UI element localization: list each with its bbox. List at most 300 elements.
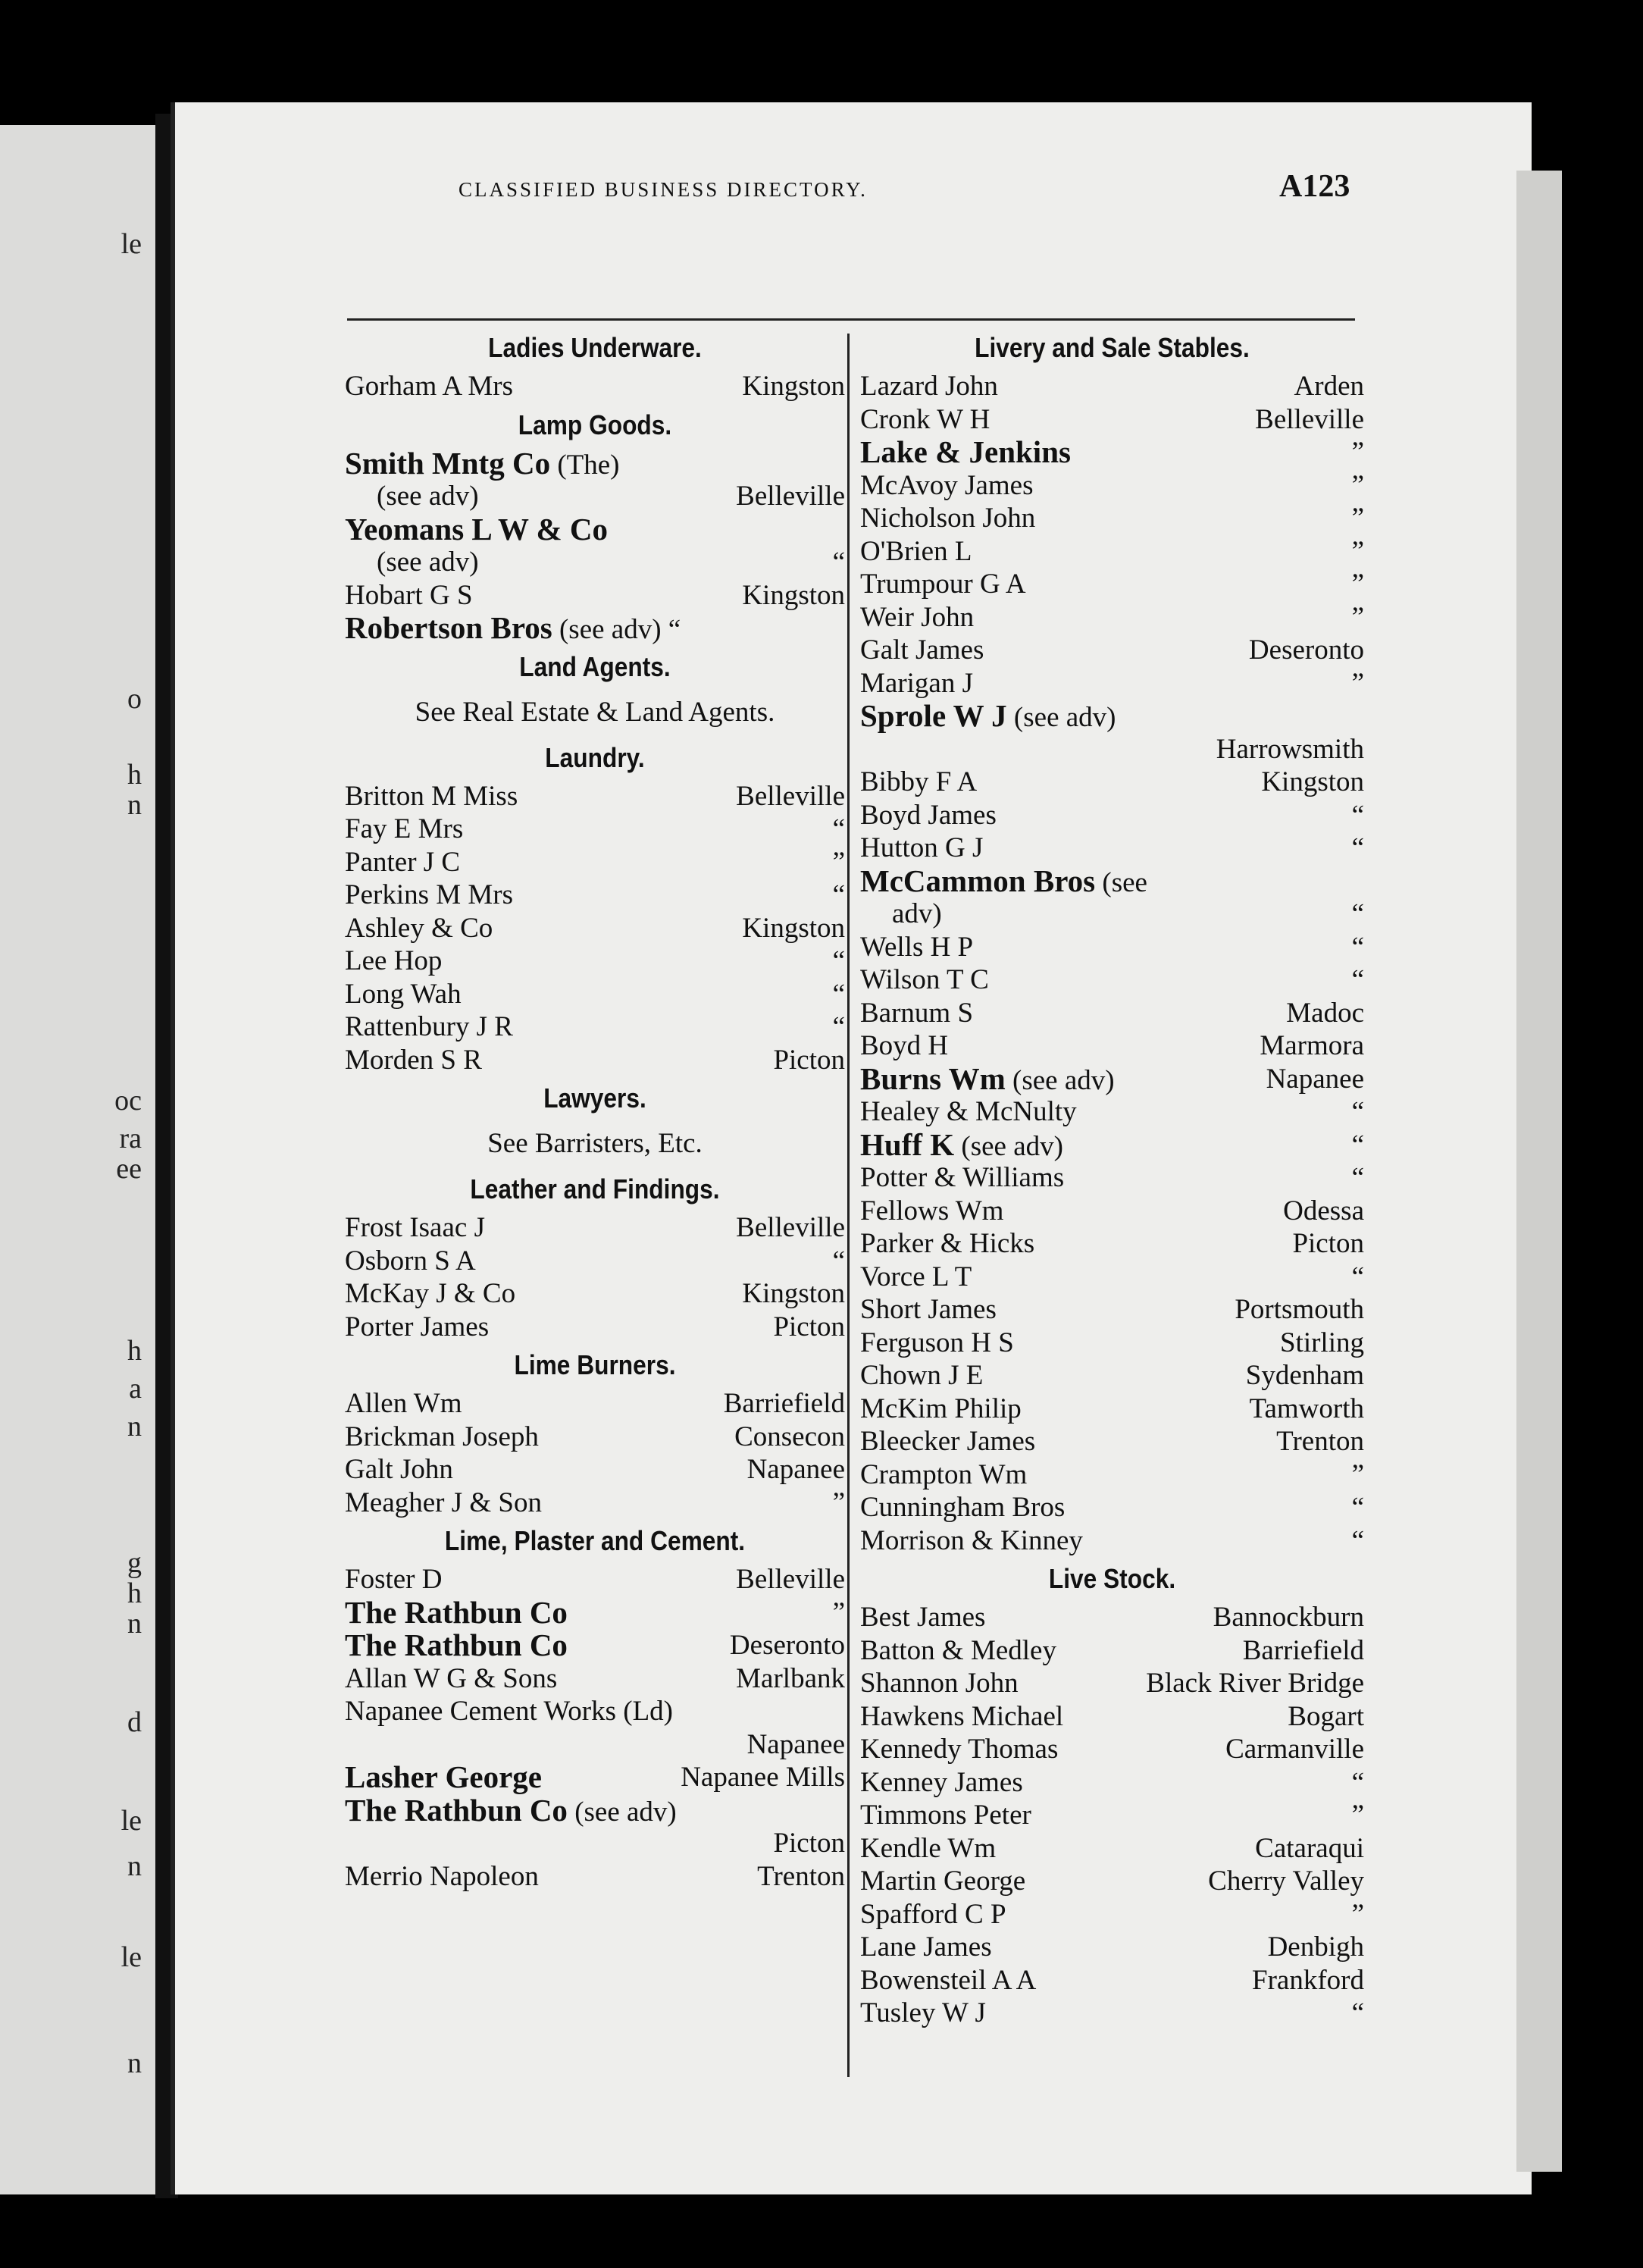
entry-name-suffix: (see adv) “ <box>552 614 681 645</box>
entry-name <box>860 1458 1027 1492</box>
left-page-fragment: le <box>120 1805 142 1837</box>
directory-entry <box>860 897 1364 931</box>
left-page-fragment: h <box>127 759 142 791</box>
entry-place: ” <box>832 1596 845 1628</box>
entry-place: “ <box>1351 1492 1364 1523</box>
entry-place: “ <box>1351 1524 1364 1556</box>
entry-name <box>345 1860 539 1894</box>
entry-name-text: Fay E Mrs <box>345 813 464 844</box>
entry-name-text: Bibby F A <box>860 766 978 797</box>
directory-entry <box>860 931 1364 964</box>
entry-place: Deseronto <box>729 1630 845 1661</box>
entry-name-text: Best James <box>860 1602 986 1633</box>
left-page-fragment: o <box>127 683 142 715</box>
directory-entry <box>345 813 845 846</box>
entry-name <box>860 1126 1063 1164</box>
entry-name-text: The Rathbun Co <box>345 1627 568 1662</box>
entry-place: “ <box>832 879 845 910</box>
entry-name <box>345 1662 557 1696</box>
directory-entry <box>860 1029 1364 1063</box>
entry-name-text: adv) <box>892 898 942 929</box>
directory-entry <box>345 447 845 481</box>
directory-entry <box>860 997 1364 1030</box>
entry-name <box>345 1563 442 1596</box>
entry-name <box>860 469 1033 503</box>
entry-name-text: Meagher J & Son <box>345 1486 542 1518</box>
directory-entry <box>860 403 1364 437</box>
entry-name <box>860 1392 1022 1426</box>
directory-entry <box>345 579 845 612</box>
entry-name <box>860 1766 1023 1800</box>
entry-name <box>345 1486 542 1520</box>
entry-name <box>860 1359 983 1392</box>
entry-name-text: Gorham A Mrs <box>345 371 513 402</box>
entry-name-text: Morrison & Kinney <box>860 1524 1083 1556</box>
entry-name-text: Burns Wm <box>860 1060 1006 1096</box>
entry-name <box>345 513 608 547</box>
directory-entry <box>860 1227 1364 1261</box>
directory-entry <box>345 1860 845 1894</box>
entry-name <box>860 667 973 700</box>
entry-place: “ <box>832 547 845 578</box>
entry-name-text: Ferguson H S <box>860 1327 1014 1358</box>
page-number: A123 <box>1279 169 1350 204</box>
entry-name <box>860 601 974 634</box>
entry-place: “ <box>1351 1261 1364 1292</box>
entry-name-text: Yeomans L W & Co <box>345 511 609 547</box>
directory-entry <box>860 667 1364 700</box>
entry-place: Madoc <box>1286 997 1364 1029</box>
entry-name <box>345 1010 513 1044</box>
entry-place: ” <box>1351 569 1364 600</box>
entry-name <box>345 846 460 879</box>
entry-name-text: Brickman Joseph <box>345 1421 539 1452</box>
entry-name-text: Long Wah <box>345 978 462 1010</box>
entry-name-text: Napanee Cement Works (Ld) <box>345 1696 673 1727</box>
entry-place: ” <box>1351 503 1364 534</box>
directory-entry <box>345 846 845 879</box>
entry-name <box>345 1245 476 1278</box>
directory-entry <box>345 1662 845 1696</box>
directory-entry <box>860 601 1364 634</box>
left-page-fragment: ra <box>119 1123 142 1154</box>
entry-name <box>860 997 973 1030</box>
entry-place: Picton <box>773 1828 845 1859</box>
entry-name-text: Frost Isaac J <box>345 1212 485 1243</box>
directory-entry <box>860 1964 1364 1997</box>
directory-entry <box>860 634 1364 667</box>
directory-entry <box>860 1161 1364 1195</box>
left-page-fragment: n <box>127 1850 142 1882</box>
entry-name-suffix: (The) <box>550 449 620 481</box>
entry-name <box>345 780 518 813</box>
entry-place: ” <box>832 1486 845 1518</box>
section-heading: Lime, Plaster and Cement. <box>444 1525 746 1556</box>
entry-name <box>860 963 989 997</box>
right-column <box>860 326 1364 2030</box>
entry-place: Frankford <box>1252 1964 1364 1996</box>
entry-name-text: Huff K <box>860 1126 955 1162</box>
entry-place: Kingston <box>742 371 845 402</box>
entry-name-text: Galt John <box>345 1454 453 1485</box>
entry-place: Cherry Valley <box>1208 1865 1364 1897</box>
entry-name-text: Bowensteil A A <box>860 1964 1037 1996</box>
entry-name-text: Sprole W J <box>860 698 1007 733</box>
directory-entry <box>860 1491 1364 1524</box>
entry-name <box>860 1161 1064 1195</box>
entry-place: ” <box>1351 667 1364 699</box>
entry-place: Picton <box>773 1044 845 1076</box>
section-heading: Leather and Findings. <box>470 1173 720 1204</box>
entry-place: “ <box>1351 1997 1364 2028</box>
entry-name-text: Weir John <box>860 601 975 633</box>
directory-entry <box>860 799 1364 832</box>
directory-entry <box>860 832 1364 865</box>
entry-name-text: Perkins M Mrs <box>345 879 514 910</box>
entry-name-suffix: (see adv) <box>567 1796 677 1828</box>
entry-place: Belleville <box>1255 403 1364 435</box>
directory-entry <box>860 370 1364 403</box>
entry-name <box>345 370 513 403</box>
entry-name-text: Cronk W H <box>860 403 990 435</box>
entry-name-suffix: (see adv) <box>1006 702 1116 733</box>
entry-place: Kingston <box>742 912 845 944</box>
directory-entry <box>860 700 1364 733</box>
entry-name <box>345 912 493 945</box>
entry-name-text: Rattenbury J R <box>345 1011 513 1042</box>
entry-place: “ <box>832 1011 845 1042</box>
entry-place: “ <box>1351 1096 1364 1127</box>
entry-place: Tamworth <box>1249 1392 1364 1424</box>
directory-entry <box>345 1277 845 1311</box>
directory-entry <box>860 1327 1364 1360</box>
directory-entry <box>345 1311 845 1344</box>
entry-name-text: Kennedy Thomas <box>860 1734 1059 1765</box>
entry-place: “ <box>832 813 845 844</box>
entry-place: “ <box>1351 964 1364 995</box>
left-page-fragment: ee <box>116 1153 142 1185</box>
directory-entry <box>860 1458 1364 1492</box>
entry-name <box>860 1733 1058 1766</box>
entry-place: ” <box>1351 535 1364 567</box>
section-heading: Lawyers. <box>543 1082 646 1114</box>
directory-entry <box>860 1425 1364 1458</box>
entry-name <box>860 766 977 799</box>
directory-entry <box>860 469 1364 503</box>
entry-place: ” <box>1351 1898 1364 1930</box>
directory-entry <box>860 1997 1364 2030</box>
entry-name <box>860 832 983 865</box>
directory-entry <box>345 480 845 513</box>
entry-name-text: Ashley & Co <box>345 912 493 944</box>
entry-name-text: Lane James <box>860 1931 992 1963</box>
entry-place: “ <box>832 945 845 976</box>
entry-name-suffix: (see <box>1095 866 1147 898</box>
entry-place: “ <box>1351 931 1364 963</box>
entry-place: Trenton <box>1276 1426 1364 1457</box>
entry-name-text: (see adv) <box>377 481 479 512</box>
left-page-fragment: h <box>127 1577 142 1609</box>
entry-place: Belleville <box>736 1564 845 1595</box>
entry-name-text: Morden S R <box>345 1044 482 1076</box>
entry-name-text: Fellows Wm <box>860 1195 1004 1226</box>
entry-name-text: The Rathbun Co <box>345 1792 568 1828</box>
directory-entry <box>345 944 845 978</box>
entry-name-text: Marigan J <box>860 667 973 699</box>
entry-place: Kingston <box>742 579 845 611</box>
directory-entry <box>860 1293 1364 1327</box>
entry-name <box>345 612 681 647</box>
directory-entry <box>345 879 845 912</box>
entry-name-text: The Rathbun Co <box>345 1594 568 1630</box>
directory-entry <box>860 535 1364 569</box>
entry-name-text: Lasher George <box>345 1759 542 1794</box>
entry-name-text: Kendle Wm <box>860 1832 997 1864</box>
left-page-fragment: n <box>127 2047 142 2079</box>
entry-place: “ <box>832 1245 845 1277</box>
entry-place: ” <box>1351 1458 1364 1490</box>
entry-name <box>345 1629 568 1662</box>
directory-entry <box>345 1453 845 1486</box>
entry-name <box>860 1700 1063 1734</box>
section-heading: Lamp Goods. <box>518 409 672 440</box>
entry-place: Barriefield <box>1242 1634 1364 1666</box>
entry-name-text: Hobart G S <box>345 579 473 611</box>
left-page-fragment: a <box>129 1373 142 1405</box>
entry-name-text: Shannon John <box>860 1668 1019 1699</box>
entry-name-text: Crampton Wm <box>860 1458 1028 1490</box>
entry-name-text: Barnum S <box>860 997 974 1029</box>
entry-place: Marlbank <box>736 1662 845 1694</box>
entry-name <box>345 1277 515 1311</box>
section-heading: Lime Burners. <box>514 1349 676 1380</box>
section-heading: Livery and Sale Stables. <box>975 332 1250 363</box>
left-page-fragment: le <box>120 1941 142 1973</box>
entry-name <box>860 1832 996 1865</box>
entry-place: Harrowsmith <box>1216 733 1364 765</box>
entry-place: Belleville <box>736 481 845 512</box>
directory-entry <box>860 1392 1364 1426</box>
entry-name <box>345 447 620 482</box>
entry-name-text: Wells H P <box>860 931 974 963</box>
directory-entry <box>860 865 1364 898</box>
entry-name <box>345 1421 539 1454</box>
entry-place: Kingston <box>1261 766 1364 797</box>
entry-place: ” <box>1351 469 1364 501</box>
entry-name <box>860 1293 997 1327</box>
entry-name <box>860 1195 1003 1228</box>
entry-name <box>345 1387 462 1421</box>
directory-entry <box>860 1634 1364 1668</box>
left-page-fragment: oc <box>114 1085 142 1117</box>
entry-name <box>345 579 473 612</box>
entry-place: Cataraqui <box>1255 1832 1364 1864</box>
entry-place: Consecon <box>734 1421 845 1452</box>
directory-entry <box>860 1799 1364 1832</box>
directory-entry <box>345 1761 845 1794</box>
directory-entry <box>860 1766 1364 1800</box>
directory-entry <box>860 1601 1364 1634</box>
entry-place: “ <box>1351 1766 1364 1798</box>
entry-place: Belleville <box>736 1212 845 1243</box>
entry-name <box>345 1794 677 1829</box>
entry-name <box>860 1634 1056 1668</box>
entry-name-text: Bleecker James <box>860 1426 1036 1457</box>
entry-place: Deseronto <box>1248 634 1364 666</box>
entry-name <box>860 1227 1034 1261</box>
entry-place: Napanee Mills <box>681 1762 845 1793</box>
entry-name <box>345 1211 485 1245</box>
entry-place: Barriefield <box>723 1388 845 1419</box>
directory-entry <box>345 912 845 945</box>
directory-entry <box>345 978 845 1011</box>
entry-name <box>860 403 990 437</box>
entry-name <box>860 1327 1014 1360</box>
entry-name-text: Lake & Jenkins <box>860 434 1071 469</box>
left-page-fragment: n <box>127 1608 142 1640</box>
directory-entry <box>345 513 845 547</box>
entry-name <box>860 1261 972 1294</box>
directory-entry <box>860 1524 1364 1558</box>
directory-entry <box>345 1596 845 1630</box>
entry-name-text: Smith Mntg Co <box>345 445 551 481</box>
entry-name-text: Hutton G J <box>860 832 984 863</box>
directory-entry <box>860 1931 1364 1964</box>
entry-name <box>860 865 1147 900</box>
entry-name <box>860 1425 1035 1458</box>
entry-name <box>860 502 1035 535</box>
entry-name <box>860 700 1116 735</box>
cross-reference-note: See Barristers, Etc. <box>487 1128 703 1159</box>
column-divider <box>847 334 850 2077</box>
entry-name-text: Merrio Napoleon <box>345 1860 539 1892</box>
entry-place: Portsmouth <box>1235 1294 1364 1325</box>
directory-entry <box>860 1095 1364 1129</box>
directory-entry <box>860 436 1364 469</box>
entry-place: “ <box>1351 832 1364 863</box>
entry-name <box>860 1931 992 1964</box>
directory-entry <box>860 1898 1364 1931</box>
entry-name-text: McAvoy James <box>860 469 1034 501</box>
directory-entry <box>860 1261 1364 1294</box>
entry-name <box>345 1311 489 1344</box>
entry-name <box>860 1997 986 2030</box>
entry-name <box>860 1060 1115 1098</box>
entry-place: Napanee <box>1266 1063 1364 1095</box>
entry-name-text: Osborn S A <box>345 1245 476 1277</box>
directory-entry <box>860 1359 1364 1392</box>
directory-entry <box>860 733 1364 766</box>
entry-place: ” <box>1351 1800 1364 1831</box>
entry-name-text: Allan W G & Sons <box>345 1662 558 1694</box>
entry-name-text: Britton M Miss <box>345 780 518 812</box>
left-page-fragment: n <box>127 789 142 821</box>
entry-place: ” <box>832 846 845 878</box>
directory-entry <box>345 1211 845 1245</box>
entry-name-text: O'Brien L <box>860 535 972 567</box>
directory-entry <box>860 766 1364 799</box>
entry-name-text: Boyd H <box>860 1030 949 1061</box>
entry-name <box>860 568 1026 601</box>
entry-name <box>345 879 513 912</box>
directory-entry <box>345 1486 845 1520</box>
header-rule <box>347 318 1355 321</box>
directory-entry <box>345 1387 845 1421</box>
directory-entry <box>860 1865 1364 1898</box>
entry-name <box>345 1761 542 1794</box>
entry-place: Napanee <box>746 1454 845 1485</box>
entry-name <box>860 1029 948 1063</box>
entry-place: Trenton <box>757 1860 845 1892</box>
entry-name <box>345 1695 673 1728</box>
entry-name-text: Spafford C P <box>860 1898 1006 1930</box>
entry-name <box>345 813 463 846</box>
entry-place: “ <box>832 978 845 1010</box>
entry-name <box>860 931 973 964</box>
entry-name-text: Cunningham Bros <box>860 1492 1066 1523</box>
directory-entry <box>860 1700 1364 1734</box>
entry-name <box>860 1964 1036 1997</box>
entry-name-suffix: (see adv) <box>1005 1064 1115 1096</box>
entry-place: Carmanville <box>1225 1734 1364 1765</box>
entry-name <box>860 1898 1006 1931</box>
page-header: CLASSIFIED BUSINESS DIRECTORY. <box>458 178 868 201</box>
entry-name-text: McKay J & Co <box>345 1278 516 1309</box>
entry-name-text: Galt James <box>860 634 984 666</box>
entry-place: Marmora <box>1260 1030 1364 1061</box>
entry-name <box>860 436 1071 469</box>
entry-name-text: McKim Philip <box>860 1392 1022 1424</box>
entry-name <box>860 799 997 832</box>
entry-place: Black River Bridge <box>1146 1668 1364 1699</box>
entry-name-text: (see adv) <box>377 547 479 578</box>
entry-place: ” <box>1351 601 1364 633</box>
entry-name <box>345 978 462 1011</box>
left-page-fragment: h <box>127 1335 142 1367</box>
entry-place: Denbigh <box>1267 1931 1364 1963</box>
entry-name <box>860 1491 1065 1524</box>
entry-name <box>377 480 479 513</box>
directory-entry <box>345 1794 845 1828</box>
section-heading: Live Stock. <box>1048 1563 1176 1594</box>
entry-name-suffix: (see adv) <box>954 1130 1063 1162</box>
entry-name-text: Potter & Williams <box>860 1162 1065 1193</box>
entry-name-text: Robertson Bros <box>345 610 552 645</box>
entry-name-text: Allen Wm <box>345 1388 462 1419</box>
directory-entry <box>345 1245 845 1278</box>
entry-name-text: Vorce L T <box>860 1261 972 1292</box>
directory-entry <box>860 1195 1364 1228</box>
entry-name-text: Healey & McNulty <box>860 1096 1077 1127</box>
directory-entry <box>860 502 1364 535</box>
entry-place: ” <box>1351 437 1364 468</box>
entry-name <box>860 1865 1025 1898</box>
entry-name-text: Batton & Medley <box>860 1634 1056 1666</box>
entry-name <box>377 546 479 579</box>
entry-name-text: Foster D <box>345 1564 443 1595</box>
entry-name <box>860 1095 1077 1129</box>
entry-place: Picton <box>773 1311 845 1342</box>
entry-name <box>860 1524 1083 1558</box>
entry-name-text: Timmons Peter <box>860 1800 1031 1831</box>
directory-entry <box>345 612 845 645</box>
directory-entry <box>345 1010 845 1044</box>
directory-entry <box>860 963 1364 997</box>
entry-place: “ <box>1351 1162 1364 1193</box>
section-heading: Land Agents. <box>519 650 671 682</box>
directory-entry <box>860 1126 1364 1162</box>
directory-entry <box>345 1044 845 1077</box>
